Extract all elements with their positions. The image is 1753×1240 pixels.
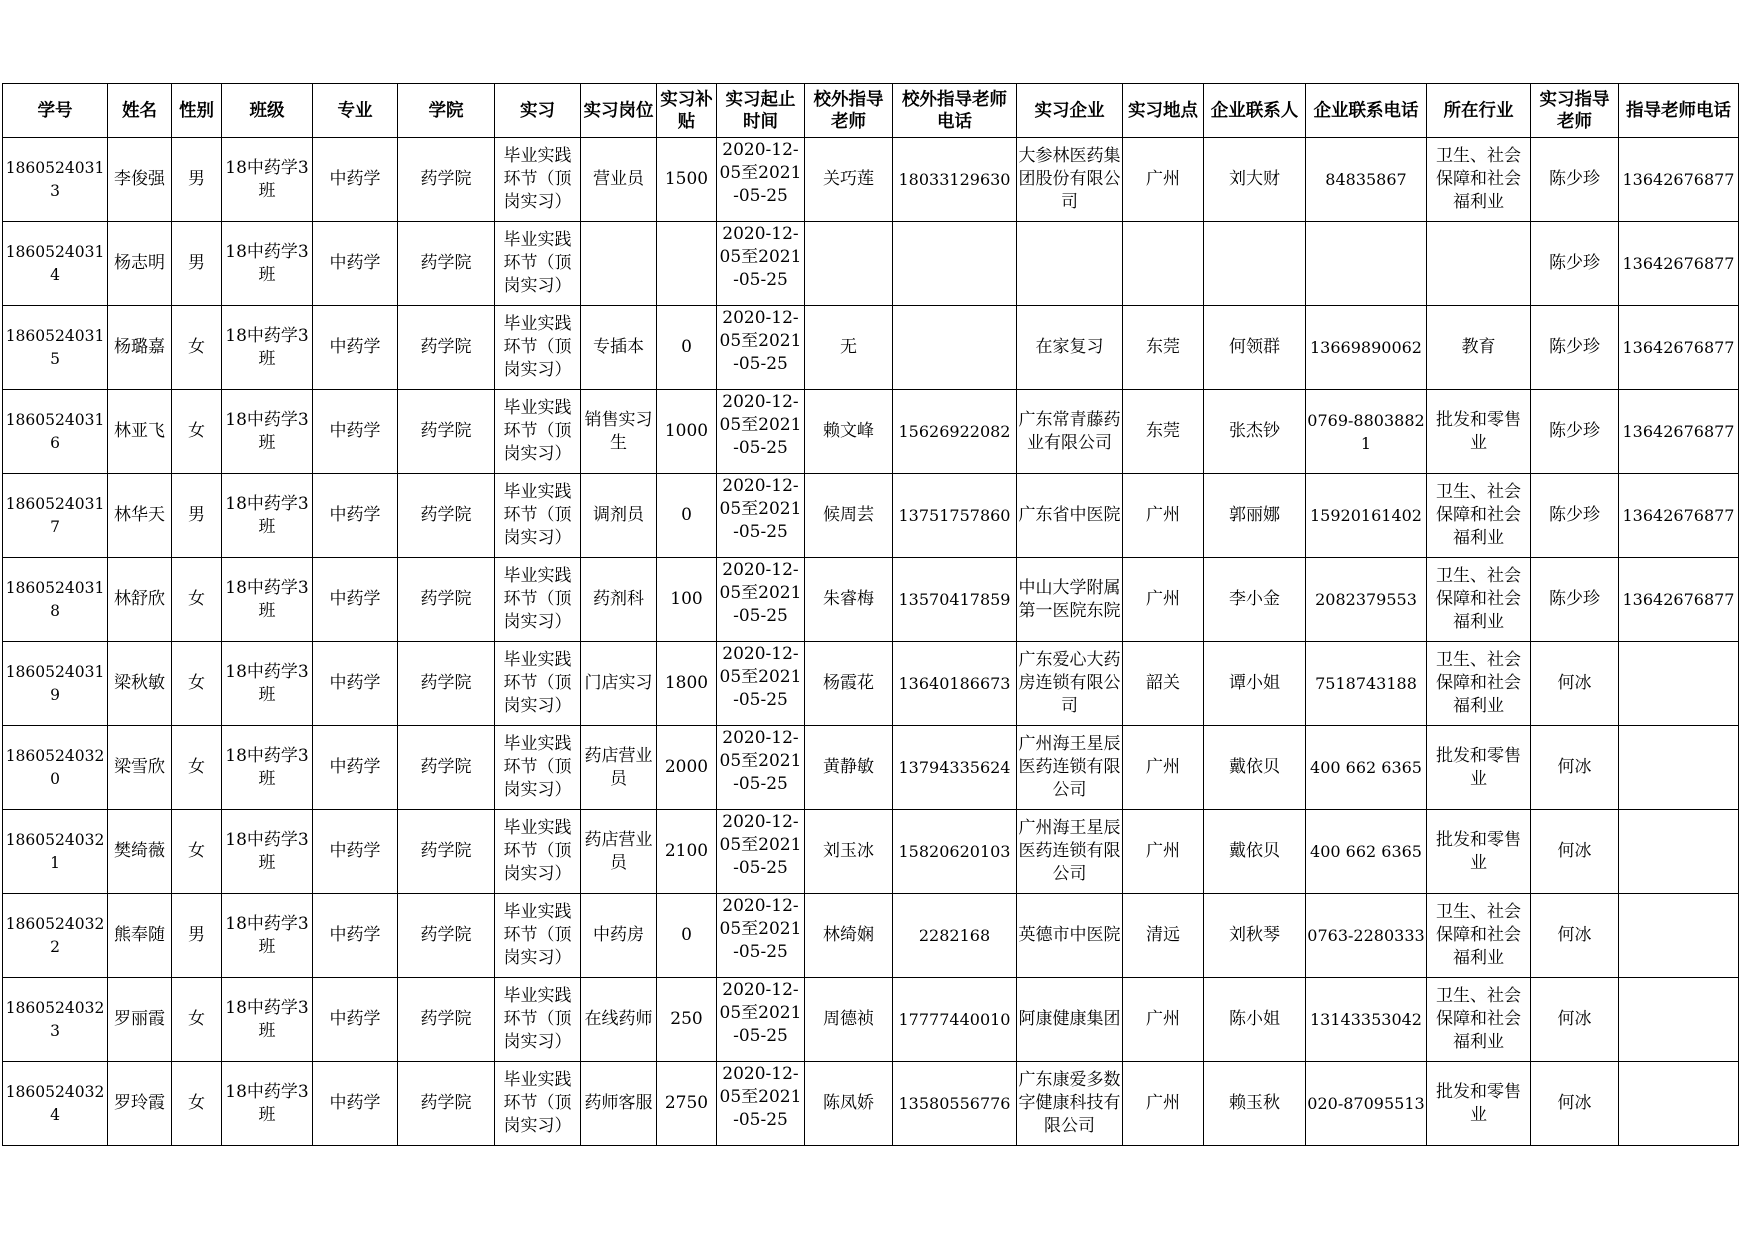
header-post: 实习岗位 <box>581 84 657 138</box>
cell-industry <box>1427 222 1531 306</box>
cell-internship: 毕业实践环节（顶岗实习） <box>495 726 581 810</box>
cell-gender: 女 <box>172 558 222 642</box>
cell-tutor: 陈少珍 <box>1531 306 1619 390</box>
period-text: 2020-12-05至2021-05-25 <box>719 644 802 710</box>
period-text: 2020-12-05至2021-05-25 <box>719 224 802 290</box>
cell-subsidy: 0 <box>657 474 717 558</box>
cell-external-tutor-phone: 15820620103 <box>893 810 1017 894</box>
cell-company: 中山大学附属第一医院东院 <box>1017 558 1123 642</box>
cell-contact-phone: 84835867 <box>1306 138 1427 222</box>
cell-company: 广东康爱多数字健康科技有限公司 <box>1017 1062 1123 1146</box>
cell-internship: 毕业实践环节（顶岗实习） <box>495 1062 581 1146</box>
cell-class: 18中药学3班 <box>222 390 313 474</box>
cell-place: 清远 <box>1123 894 1204 978</box>
cell-external-tutor-phone: 13640186673 <box>893 642 1017 726</box>
cell-major: 中药学 <box>313 390 398 474</box>
cell-period <box>717 306 805 390</box>
period-text: 2020-12-05至2021-05-25 <box>719 728 802 794</box>
cell-industry: 批发和零售业 <box>1427 810 1531 894</box>
cell-internship: 毕业实践环节（顶岗实习） <box>495 894 581 978</box>
cell-tutor: 陈少珍 <box>1531 474 1619 558</box>
cell-name: 樊绮薇 <box>108 810 172 894</box>
cell-external-tutor-phone <box>893 306 1017 390</box>
period-text: 2020-12-05至2021-05-25 <box>719 560 802 626</box>
cell-internship: 毕业实践环节（顶岗实习） <box>495 558 581 642</box>
header-contact-phone: 企业联系电话 <box>1306 84 1427 138</box>
cell-class: 18中药学3班 <box>222 558 313 642</box>
cell-college: 药学院 <box>398 726 495 810</box>
cell-company: 广东省中医院 <box>1017 474 1123 558</box>
cell-class: 18中药学3班 <box>222 642 313 726</box>
cell-tutor-phone <box>1619 642 1739 726</box>
cell-place: 广州 <box>1123 474 1204 558</box>
cell-place: 广州 <box>1123 138 1204 222</box>
header-student-id: 学号 <box>3 84 108 138</box>
cell-internship: 毕业实践环节（顶岗实习） <box>495 222 581 306</box>
cell-gender: 男 <box>172 222 222 306</box>
cell-place: 广州 <box>1123 558 1204 642</box>
cell-college: 药学院 <box>398 978 495 1062</box>
cell-place: 广州 <box>1123 726 1204 810</box>
cell-tutor-phone: 13642676877 <box>1619 138 1739 222</box>
header-major: 专业 <box>313 84 398 138</box>
header-row <box>3 84 1739 138</box>
cell-company-contact: 陈小姐 <box>1204 978 1306 1062</box>
header-industry: 所在行业 <box>1427 84 1531 138</box>
table-row <box>3 222 1739 306</box>
cell-tutor-phone <box>1619 1062 1739 1146</box>
cell-tutor-phone: 13642676877 <box>1619 306 1739 390</box>
cell-college: 药学院 <box>398 642 495 726</box>
cell-gender: 女 <box>172 306 222 390</box>
cell-student-id: 18605240316 <box>3 390 108 474</box>
cell-place: 韶关 <box>1123 642 1204 726</box>
cell-contact-phone: 0769-88038821 <box>1306 390 1427 474</box>
cell-place: 东莞 <box>1123 306 1204 390</box>
cell-contact-phone: 15920161402 <box>1306 474 1427 558</box>
header-period: 实习起止时间 <box>717 84 805 138</box>
cell-external-tutor-phone: 13794335624 <box>893 726 1017 810</box>
table-row <box>3 642 1739 726</box>
cell-class: 18中药学3班 <box>222 138 313 222</box>
cell-major: 中药学 <box>313 726 398 810</box>
cell-external-tutor: 无 <box>805 306 893 390</box>
cell-tutor-phone: 13642676877 <box>1619 390 1739 474</box>
cell-subsidy: 0 <box>657 894 717 978</box>
cell-tutor-phone <box>1619 894 1739 978</box>
cell-college: 药学院 <box>398 222 495 306</box>
cell-major: 中药学 <box>313 558 398 642</box>
cell-gender: 女 <box>172 642 222 726</box>
cell-student-id: 18605240319 <box>3 642 108 726</box>
cell-gender: 女 <box>172 390 222 474</box>
cell-class: 18中药学3班 <box>222 810 313 894</box>
cell-internship: 毕业实践环节（顶岗实习） <box>495 642 581 726</box>
cell-external-tutor: 候周芸 <box>805 474 893 558</box>
header-company-contact: 企业联系人 <box>1204 84 1306 138</box>
cell-name: 杨志明 <box>108 222 172 306</box>
cell-period <box>717 474 805 558</box>
cell-contact-phone: 7518743188 <box>1306 642 1427 726</box>
cell-college: 药学院 <box>398 558 495 642</box>
cell-company <box>1017 222 1123 306</box>
header-class: 班级 <box>222 84 313 138</box>
cell-external-tutor: 周德祯 <box>805 978 893 1062</box>
cell-external-tutor-phone: 13751757860 <box>893 474 1017 558</box>
cell-subsidy: 1000 <box>657 390 717 474</box>
table-row <box>3 810 1739 894</box>
period-text: 2020-12-05至2021-05-25 <box>719 980 802 1046</box>
cell-gender: 男 <box>172 138 222 222</box>
cell-industry: 批发和零售业 <box>1427 726 1531 810</box>
cell-class: 18中药学3班 <box>222 894 313 978</box>
cell-external-tutor-phone: 18033129630 <box>893 138 1017 222</box>
period-text: 2020-12-05至2021-05-25 <box>719 392 802 458</box>
cell-post: 专插本 <box>581 306 657 390</box>
cell-class: 18中药学3班 <box>222 222 313 306</box>
cell-student-id: 18605240320 <box>3 726 108 810</box>
header-external-tutor-phone: 校外指导老师电话 <box>893 84 1017 138</box>
cell-gender: 女 <box>172 978 222 1062</box>
cell-student-id: 18605240313 <box>3 138 108 222</box>
cell-major: 中药学 <box>313 138 398 222</box>
cell-contact-phone: 0763-2280333 <box>1306 894 1427 978</box>
cell-period <box>717 726 805 810</box>
cell-subsidy: 0 <box>657 306 717 390</box>
cell-gender: 女 <box>172 1062 222 1146</box>
cell-student-id: 18605240317 <box>3 474 108 558</box>
cell-company-contact: 张杰钞 <box>1204 390 1306 474</box>
table-row <box>3 894 1739 978</box>
cell-external-tutor-phone <box>893 222 1017 306</box>
cell-college: 药学院 <box>398 306 495 390</box>
cell-period <box>717 810 805 894</box>
cell-place: 广州 <box>1123 978 1204 1062</box>
cell-post: 调剂员 <box>581 474 657 558</box>
cell-post: 营业员 <box>581 138 657 222</box>
cell-internship: 毕业实践环节（顶岗实习） <box>495 474 581 558</box>
header-college: 学院 <box>398 84 495 138</box>
header-subsidy: 实习补贴 <box>657 84 717 138</box>
cell-internship: 毕业实践环节（顶岗实习） <box>495 978 581 1062</box>
cell-place: 广州 <box>1123 810 1204 894</box>
cell-student-id: 18605240321 <box>3 810 108 894</box>
cell-external-tutor: 刘玉冰 <box>805 810 893 894</box>
cell-major: 中药学 <box>313 1062 398 1146</box>
cell-name: 林亚飞 <box>108 390 172 474</box>
cell-tutor: 何冰 <box>1531 894 1619 978</box>
internship-table <box>2 83 1739 1146</box>
cell-external-tutor: 林绮娴 <box>805 894 893 978</box>
cell-company-contact <box>1204 222 1306 306</box>
cell-class: 18中药学3班 <box>222 726 313 810</box>
cell-period <box>717 894 805 978</box>
cell-student-id: 18605240318 <box>3 558 108 642</box>
header-tutor-phone: 指导老师电话 <box>1619 84 1739 138</box>
cell-class: 18中药学3班 <box>222 978 313 1062</box>
header-internship: 实习 <box>495 84 581 138</box>
cell-tutor: 陈少珍 <box>1531 390 1619 474</box>
cell-company: 广东爱心大药房连锁有限公司 <box>1017 642 1123 726</box>
cell-company: 英德市中医院 <box>1017 894 1123 978</box>
cell-place: 广州 <box>1123 1062 1204 1146</box>
cell-student-id: 18605240314 <box>3 222 108 306</box>
cell-company-contact: 赖玉秋 <box>1204 1062 1306 1146</box>
cell-internship: 毕业实践环节（顶岗实习） <box>495 810 581 894</box>
cell-industry: 教育 <box>1427 306 1531 390</box>
cell-company-contact: 谭小姐 <box>1204 642 1306 726</box>
cell-external-tutor <box>805 222 893 306</box>
header-external-tutor: 校外指导老师 <box>805 84 893 138</box>
cell-company: 广州海王星辰医药连锁有限公司 <box>1017 810 1123 894</box>
cell-tutor-phone <box>1619 726 1739 810</box>
cell-post: 门店实习 <box>581 642 657 726</box>
cell-college: 药学院 <box>398 810 495 894</box>
table-row <box>3 474 1739 558</box>
period-text: 2020-12-05至2021-05-25 <box>719 476 802 542</box>
cell-tutor: 何冰 <box>1531 978 1619 1062</box>
cell-tutor: 陈少珍 <box>1531 138 1619 222</box>
cell-contact-phone: 400 662 6365 <box>1306 810 1427 894</box>
cell-post: 药店营业员 <box>581 726 657 810</box>
period-text: 2020-12-05至2021-05-25 <box>719 812 802 878</box>
cell-company-contact: 戴依贝 <box>1204 726 1306 810</box>
cell-period <box>717 390 805 474</box>
cell-tutor-phone <box>1619 978 1739 1062</box>
cell-industry: 卫生、社会保障和社会福利业 <box>1427 474 1531 558</box>
cell-tutor: 何冰 <box>1531 642 1619 726</box>
cell-student-id: 18605240323 <box>3 978 108 1062</box>
cell-industry: 卫生、社会保障和社会福利业 <box>1427 978 1531 1062</box>
cell-class: 18中药学3班 <box>222 306 313 390</box>
cell-name: 杨璐嘉 <box>108 306 172 390</box>
cell-subsidy <box>657 222 717 306</box>
cell-subsidy: 2750 <box>657 1062 717 1146</box>
table-row <box>3 726 1739 810</box>
cell-industry: 卫生、社会保障和社会福利业 <box>1427 642 1531 726</box>
cell-period <box>717 138 805 222</box>
cell-name: 梁雪欣 <box>108 726 172 810</box>
period-text: 2020-12-05至2021-05-25 <box>719 896 802 962</box>
cell-major: 中药学 <box>313 306 398 390</box>
cell-place <box>1123 222 1204 306</box>
cell-period <box>717 1062 805 1146</box>
cell-college: 药学院 <box>398 474 495 558</box>
cell-company: 阿康健康集团 <box>1017 978 1123 1062</box>
cell-external-tutor-phone: 13580556776 <box>893 1062 1017 1146</box>
header-gender: 性别 <box>172 84 222 138</box>
cell-name: 熊奉随 <box>108 894 172 978</box>
table-row <box>3 306 1739 390</box>
cell-contact-phone: 020-87095513 <box>1306 1062 1427 1146</box>
cell-contact-phone <box>1306 222 1427 306</box>
cell-tutor-phone: 13642676877 <box>1619 558 1739 642</box>
cell-contact-phone: 13669890062 <box>1306 306 1427 390</box>
cell-post: 药店营业员 <box>581 810 657 894</box>
period-text: 2020-12-05至2021-05-25 <box>719 140 802 206</box>
cell-major: 中药学 <box>313 474 398 558</box>
cell-gender: 男 <box>172 474 222 558</box>
cell-period <box>717 642 805 726</box>
cell-industry: 卫生、社会保障和社会福利业 <box>1427 138 1531 222</box>
cell-tutor-phone: 13642676877 <box>1619 222 1739 306</box>
cell-tutor: 陈少珍 <box>1531 558 1619 642</box>
cell-college: 药学院 <box>398 138 495 222</box>
table-row <box>3 1062 1739 1146</box>
cell-class: 18中药学3班 <box>222 1062 313 1146</box>
cell-gender: 女 <box>172 726 222 810</box>
cell-contact-phone: 2082379553 <box>1306 558 1427 642</box>
cell-company-contact: 李小金 <box>1204 558 1306 642</box>
cell-major: 中药学 <box>313 222 398 306</box>
cell-subsidy: 2100 <box>657 810 717 894</box>
cell-major: 中药学 <box>313 894 398 978</box>
cell-internship: 毕业实践环节（顶岗实习） <box>495 138 581 222</box>
cell-tutor: 陈少珍 <box>1531 222 1619 306</box>
cell-company: 广东常青藤药业有限公司 <box>1017 390 1123 474</box>
cell-external-tutor: 关巧莲 <box>805 138 893 222</box>
cell-gender: 女 <box>172 810 222 894</box>
cell-company: 大参林医药集团股份有限公司 <box>1017 138 1123 222</box>
table-row <box>3 138 1739 222</box>
cell-internship: 毕业实践环节（顶岗实习） <box>495 306 581 390</box>
cell-company-contact: 何领群 <box>1204 306 1306 390</box>
cell-subsidy: 1500 <box>657 138 717 222</box>
cell-external-tutor-phone: 2282168 <box>893 894 1017 978</box>
cell-major: 中药学 <box>313 810 398 894</box>
period-text: 2020-12-05至2021-05-25 <box>719 308 802 374</box>
cell-student-id: 18605240315 <box>3 306 108 390</box>
header-tutor: 实习指导老师 <box>1531 84 1619 138</box>
cell-post: 药师客服 <box>581 1062 657 1146</box>
cell-period <box>717 222 805 306</box>
header-name: 姓名 <box>108 84 172 138</box>
cell-gender: 男 <box>172 894 222 978</box>
cell-subsidy: 250 <box>657 978 717 1062</box>
cell-company-contact: 戴依贝 <box>1204 810 1306 894</box>
cell-post <box>581 222 657 306</box>
cell-name: 林舒欣 <box>108 558 172 642</box>
cell-post: 中药房 <box>581 894 657 978</box>
cell-major: 中药学 <box>313 642 398 726</box>
cell-company-contact: 刘秋琴 <box>1204 894 1306 978</box>
table-row <box>3 558 1739 642</box>
cell-college: 药学院 <box>398 390 495 474</box>
cell-external-tutor: 陈凤娇 <box>805 1062 893 1146</box>
cell-industry: 批发和零售业 <box>1427 1062 1531 1146</box>
cell-company: 广州海王星辰医药连锁有限公司 <box>1017 726 1123 810</box>
cell-class: 18中药学3班 <box>222 474 313 558</box>
cell-name: 罗玲霞 <box>108 1062 172 1146</box>
cell-post: 药剂科 <box>581 558 657 642</box>
cell-name: 李俊强 <box>108 138 172 222</box>
cell-external-tutor-phone: 17777440010 <box>893 978 1017 1062</box>
cell-tutor-phone <box>1619 810 1739 894</box>
cell-external-tutor: 杨霞花 <box>805 642 893 726</box>
cell-subsidy: 100 <box>657 558 717 642</box>
cell-tutor: 何冰 <box>1531 726 1619 810</box>
cell-company-contact: 郭丽娜 <box>1204 474 1306 558</box>
table-row <box>3 390 1739 474</box>
cell-post: 在线药师 <box>581 978 657 1062</box>
cell-tutor: 何冰 <box>1531 810 1619 894</box>
cell-external-tutor-phone: 15626922082 <box>893 390 1017 474</box>
cell-student-id: 18605240324 <box>3 1062 108 1146</box>
cell-period <box>717 558 805 642</box>
cell-tutor: 何冰 <box>1531 1062 1619 1146</box>
cell-internship: 毕业实践环节（顶岗实习） <box>495 390 581 474</box>
cell-place: 东莞 <box>1123 390 1204 474</box>
header-place: 实习地点 <box>1123 84 1204 138</box>
period-text: 2020-12-05至2021-05-25 <box>719 1064 802 1130</box>
table-row <box>3 978 1739 1062</box>
cell-major: 中药学 <box>313 978 398 1062</box>
cell-name: 梁秋敏 <box>108 642 172 726</box>
cell-contact-phone: 400 662 6365 <box>1306 726 1427 810</box>
cell-college: 药学院 <box>398 1062 495 1146</box>
cell-period <box>717 978 805 1062</box>
cell-subsidy: 1800 <box>657 642 717 726</box>
cell-contact-phone: 13143353042 <box>1306 978 1427 1062</box>
cell-external-tutor: 朱睿梅 <box>805 558 893 642</box>
cell-post: 销售实习生 <box>581 390 657 474</box>
cell-industry: 卫生、社会保障和社会福利业 <box>1427 894 1531 978</box>
cell-tutor-phone: 13642676877 <box>1619 474 1739 558</box>
cell-external-tutor: 赖文峰 <box>805 390 893 474</box>
cell-industry: 卫生、社会保障和社会福利业 <box>1427 558 1531 642</box>
cell-external-tutor: 黄静敏 <box>805 726 893 810</box>
header-company: 实习企业 <box>1017 84 1123 138</box>
cell-name: 罗丽霞 <box>108 978 172 1062</box>
cell-company-contact: 刘大财 <box>1204 138 1306 222</box>
cell-college: 药学院 <box>398 894 495 978</box>
cell-industry: 批发和零售业 <box>1427 390 1531 474</box>
cell-subsidy: 2000 <box>657 726 717 810</box>
cell-name: 林华天 <box>108 474 172 558</box>
cell-student-id: 18605240322 <box>3 894 108 978</box>
cell-company: 在家复习 <box>1017 306 1123 390</box>
cell-external-tutor-phone: 13570417859 <box>893 558 1017 642</box>
